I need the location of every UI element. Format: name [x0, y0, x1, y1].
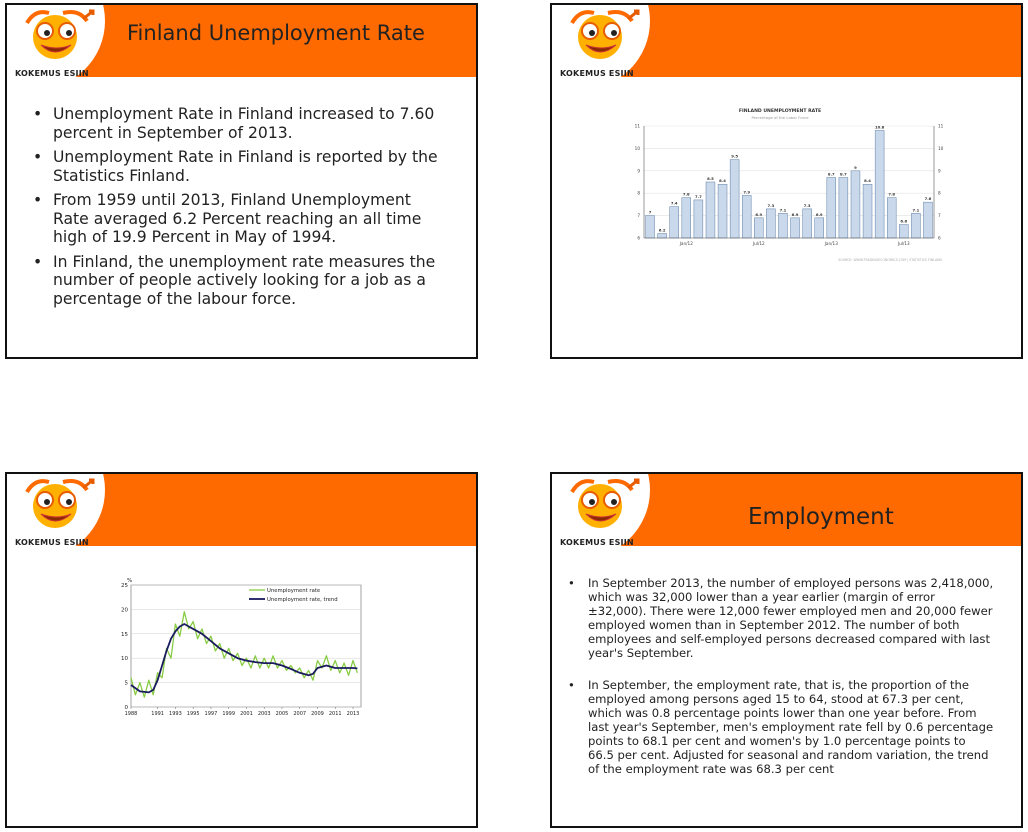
bar-value-label: 6.9: [815, 211, 823, 217]
smiley-logo-icon: [11, 476, 99, 546]
x-tick-label: Jul/13: [897, 241, 910, 246]
slide-4: [550, 472, 1023, 828]
bar: [718, 184, 727, 238]
chart-subtitle: Percentage of the Labor Force: [751, 115, 809, 120]
x-tick-label: 2005: [275, 711, 289, 717]
smiley-logo-icon: [556, 7, 644, 77]
bar: [923, 202, 932, 238]
plot-area: [131, 585, 361, 707]
slide-title: Employment: [748, 504, 894, 530]
bullet-item: • Unemployment Rate in Finland increased to 7.60 percent in September of 2013.: [31, 105, 451, 142]
legend-label: Unemployment rate: [267, 588, 321, 594]
bar: [851, 171, 860, 238]
x-tick-label: 1997: [204, 711, 218, 717]
unemployment-line-chart: [117, 573, 367, 723]
bar: [682, 198, 691, 238]
y-tick-label: 7: [637, 213, 640, 219]
slide-3: [5, 472, 478, 828]
y-tick-label: 10: [121, 656, 128, 663]
y-axis-label: %: [127, 578, 133, 584]
bar-value-label: 7.6: [924, 196, 932, 202]
x-tick-label: 2011: [328, 711, 342, 717]
y-tick-label: 7: [938, 213, 941, 219]
x-tick-label: Jul/12: [752, 241, 765, 246]
bar-value-label: 6.2: [658, 227, 666, 233]
y-tick-label: 25: [121, 583, 128, 589]
bar-value-label: 6.6: [900, 218, 908, 224]
x-tick-label: 1993: [169, 711, 182, 717]
slide-banner: [7, 474, 476, 546]
bar-value-label: 7.3: [767, 202, 775, 208]
x-tick-label: 2007: [293, 711, 307, 717]
bar: [839, 178, 848, 238]
bar: [875, 130, 884, 238]
bar-value-label: 7: [648, 209, 652, 215]
y-tick-label: 9: [637, 168, 640, 174]
logo-text: KOKEMUS ESIIN: [560, 538, 634, 547]
x-tick-label: 1991: [151, 711, 165, 717]
x-tick-label: 2003: [257, 711, 271, 717]
bar-value-label: 8.4: [719, 178, 726, 184]
bullet-item: • Unemployment Rate in Finland is reported by the Statistics Finland.: [31, 148, 451, 185]
bar: [911, 213, 920, 238]
bar: [863, 184, 872, 238]
y-tick-label: 8: [637, 190, 640, 196]
x-tick-label: Jan/12: [679, 241, 693, 246]
bar-value-label: 7.8: [888, 191, 896, 197]
y-tick-label: 6: [637, 235, 640, 241]
bar-value-label: 9.5: [731, 153, 738, 159]
bar: [803, 209, 812, 238]
bar: [887, 198, 896, 238]
bar: [742, 195, 751, 238]
bar-value-label: 6.9: [791, 211, 799, 217]
y-tick-label: 11: [938, 123, 944, 129]
x-tick-label: Jan/13: [824, 241, 838, 246]
bar: [670, 207, 679, 238]
bar-value-label: 8.7: [827, 171, 835, 177]
bar-value-label: 6.9: [755, 211, 763, 217]
bullet-item: • In September 2013, the number of employed persons was 2,418,000, which was 32,000 lower than a year earlier (margin of error ±32,000). There were 12,000 fewer employed men and 20,000 fewer employed women than in September 2012. The number of both employees and self-employed persons decreased compared with last year's September.: [566, 577, 994, 660]
bullet-item: • In Finland, the unemployment rate measures the number of people actively looking for a job as a percentage of the labour force.: [31, 253, 451, 309]
y-tick-label: 5: [124, 680, 128, 687]
bar: [899, 225, 908, 238]
logo-text: KOKEMUS ESIIN: [15, 538, 89, 547]
chart-title: FINLAND UNEMPLOYMENT RATE: [738, 109, 822, 114]
x-tick-label: 2001: [240, 711, 253, 717]
bar-value-label: 7.1: [779, 207, 787, 213]
bar: [754, 218, 763, 238]
bullet-list: [566, 577, 994, 796]
y-tick-label: 9: [938, 168, 941, 174]
bar: [658, 234, 667, 238]
bar-value-label: 7.7: [695, 193, 702, 199]
bar-value-label: 9: [854, 164, 857, 170]
x-tick-label: 1999: [222, 711, 236, 717]
bar-value-label: 10.8: [874, 124, 885, 130]
y-tick-label: 8: [938, 190, 941, 196]
bar-value-label: 7.9: [743, 189, 751, 195]
bar-value-label: 7.1: [912, 207, 920, 213]
bullet-list: [31, 105, 451, 314]
bar-value-label: 8.4: [864, 178, 871, 184]
y-tick-label: 10: [938, 145, 944, 151]
slide-2: [550, 3, 1023, 359]
bar-value-label: 7.8: [682, 191, 690, 197]
bar: [706, 182, 715, 238]
y-tick-label: 15: [121, 631, 128, 638]
bar: [827, 178, 836, 238]
y-tick-label: 10: [634, 145, 640, 151]
slide-1: [5, 3, 478, 359]
legend-label: Unemployment rate, trend: [267, 597, 338, 603]
bar: [646, 216, 655, 238]
bar: [815, 218, 824, 238]
bar-value-label: 7.4: [670, 200, 678, 206]
y-tick-label: 6: [938, 235, 941, 241]
logo-text: KOKEMUS ESIIN: [560, 69, 634, 78]
bar: [766, 209, 775, 238]
chart-source: SOURCE: WWW.TRADINGECONOMICS.COM | STATISTICS FINLAND: [838, 258, 942, 262]
bar-value-label: 8.7: [840, 171, 847, 177]
x-tick-label: 2013: [346, 711, 360, 717]
bar-value-label: 8.5: [707, 176, 714, 181]
bar-value-label: 7.3: [803, 202, 811, 208]
bar: [778, 213, 787, 238]
bar: [791, 218, 800, 238]
y-tick-label: 11: [634, 123, 640, 129]
smiley-logo-icon: [556, 476, 644, 546]
x-tick-label: 1988: [124, 711, 138, 717]
x-tick-label: 1995: [186, 711, 200, 717]
y-tick-label: 20: [121, 607, 128, 614]
logo-text: KOKEMUS ESIIN: [15, 69, 89, 78]
bullet-item: • In September, the employment rate, that is, the proportion of the employed among persons aged 15 to 64, stood at 67.3 per cent, which was 0.8 percentage points lower than one year before. From last year's September, men's employment rate fell by 0.6 percentage points to 68.1 per cent and women's by 1.0 percentage points to 66.5 per cent. Adjusted for seasonal and random variation, the trend of the employment rate was 68.3 per cent: [566, 679, 994, 776]
unemployment-bar-chart: [608, 104, 952, 264]
bar: [730, 160, 739, 238]
y-tick-label: 0: [124, 705, 128, 711]
slide-title: Finland Unemployment Rate: [127, 21, 425, 45]
bullet-item: • From 1959 until 2013, Finland Unemployment Rate averaged 6.2 Percent reaching an all time high of 19.9 Percent in May of 1994.: [31, 191, 451, 247]
smiley-logo-icon: [11, 7, 99, 77]
x-tick-label: 2009: [311, 711, 324, 717]
slide-banner: [552, 5, 1021, 77]
bar: [694, 200, 703, 238]
